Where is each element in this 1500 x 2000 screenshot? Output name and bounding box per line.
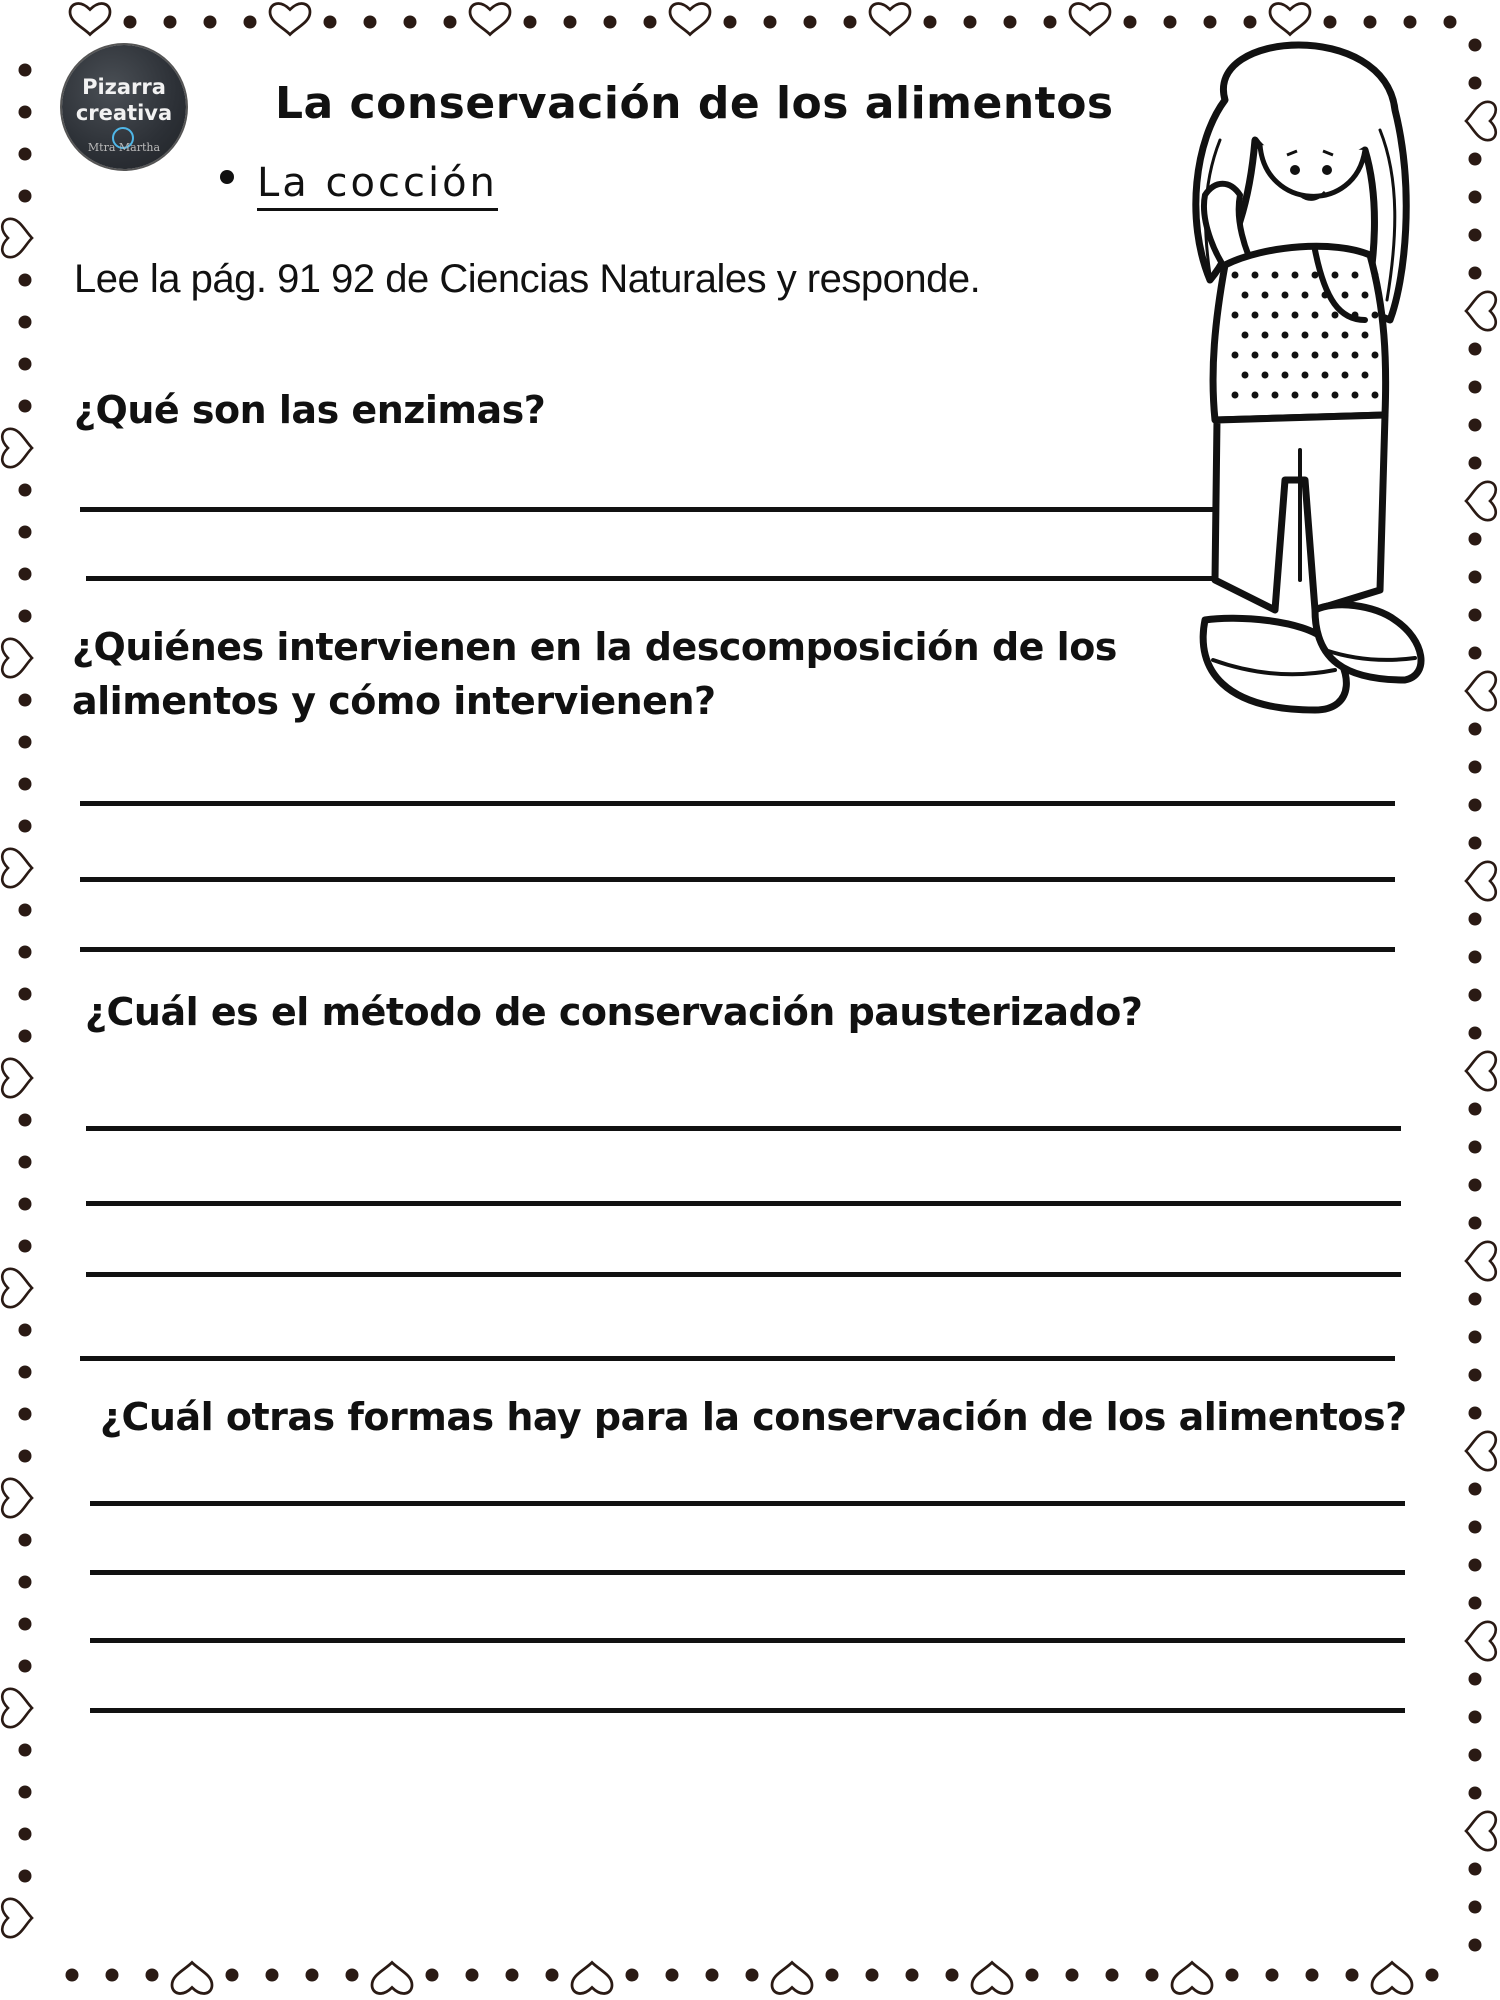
- heart-icon: [572, 1963, 612, 1994]
- border-dot: [1469, 1559, 1482, 1572]
- heart-icon: [1466, 1052, 1496, 1090]
- border-dot: [1469, 989, 1482, 1002]
- border-dot: [1469, 761, 1482, 774]
- sweater-dot: [1262, 332, 1269, 339]
- border-dot: [666, 1969, 679, 1982]
- heart-icon: [1466, 862, 1496, 900]
- border-dot: [204, 16, 217, 29]
- sweater-dot: [1262, 372, 1269, 379]
- border-dot: [266, 1969, 279, 1982]
- logo-text-line-1: Pizarra: [82, 75, 166, 99]
- border-dot: [1469, 153, 1482, 166]
- border-dot: [1469, 1939, 1482, 1952]
- sweater-dot: [1272, 312, 1279, 319]
- border-dot: [164, 16, 177, 29]
- sweater-dot: [1342, 292, 1349, 299]
- border-dot: [19, 988, 32, 1001]
- border-dot: [404, 16, 417, 29]
- border-dot: [66, 1969, 79, 1982]
- sweater-dot: [1252, 312, 1259, 319]
- border-dot: [19, 1828, 32, 1841]
- pizarra-creativa-logo: [62, 45, 186, 169]
- answer-line[interactable]: [80, 877, 1395, 882]
- heart-icon: [1070, 4, 1110, 35]
- sweater-dot: [1362, 332, 1369, 339]
- border-dot: [1469, 229, 1482, 242]
- border-dot: [1226, 1969, 1239, 1982]
- border-dot: [306, 1969, 319, 1982]
- border-dot: [1469, 1673, 1482, 1686]
- sweater-dot: [1332, 392, 1339, 399]
- border-dot: [19, 904, 32, 917]
- answer-line[interactable]: [86, 1272, 1401, 1277]
- border-dot: [1469, 1521, 1482, 1534]
- border-dot: [1469, 837, 1482, 850]
- sweater-dot: [1312, 392, 1319, 399]
- sweater-dot: [1252, 272, 1259, 279]
- border-dot: [1469, 533, 1482, 546]
- sweater-dot: [1372, 312, 1379, 319]
- sweater-dot: [1312, 352, 1319, 359]
- border-dot: [1469, 723, 1482, 736]
- heart-icon: [70, 4, 110, 35]
- border-dot: [1306, 1969, 1319, 1982]
- question-3: ¿Cuál es el método de conservación pausterizado?: [85, 990, 1143, 1034]
- border-dot: [1469, 1179, 1482, 1192]
- border-dot: [1469, 1483, 1482, 1496]
- border-dot: [1469, 1293, 1482, 1306]
- border-dot: [1469, 457, 1482, 470]
- answer-line[interactable]: [80, 947, 1395, 952]
- sweater-dot: [1292, 392, 1299, 399]
- answer-line[interactable]: [90, 1708, 1405, 1713]
- heart-icon: [1372, 1963, 1412, 1994]
- heart-icon: [2, 1479, 32, 1517]
- heart-icon: [2, 849, 32, 887]
- border-dot: [19, 1408, 32, 1421]
- border-dot: [1469, 1141, 1482, 1154]
- border-dot: [604, 16, 617, 29]
- border-dot: [426, 1969, 439, 1982]
- bullet-icon: [220, 170, 234, 184]
- page-title: La conservación de los alimentos: [275, 78, 1114, 129]
- heart-icon: [2, 429, 32, 467]
- heart-icon: [2, 1269, 32, 1307]
- answer-line[interactable]: [80, 507, 1230, 512]
- border-dot: [19, 1240, 32, 1253]
- border-dot: [244, 16, 257, 29]
- sweater-dot: [1242, 292, 1249, 299]
- heart-icon: [2, 1899, 32, 1937]
- border-dot: [1469, 647, 1482, 660]
- border-dot: [1469, 1597, 1482, 1610]
- border-dot: [1469, 1027, 1482, 1040]
- sweater-dot: [1292, 272, 1299, 279]
- heart-icon: [2, 219, 32, 257]
- border-dot: [1469, 1331, 1482, 1344]
- border-dot: [1469, 1901, 1482, 1914]
- border-dot: [19, 1156, 32, 1169]
- sweater-dot: [1352, 312, 1359, 319]
- answer-line[interactable]: [90, 1570, 1405, 1575]
- sweater-dot: [1352, 352, 1359, 359]
- border-dot: [1004, 16, 1017, 29]
- border-dot: [364, 16, 377, 29]
- heart-icon: [470, 4, 510, 35]
- sweater-dot: [1332, 352, 1339, 359]
- border-dot: [19, 1870, 32, 1883]
- border-dot: [1469, 381, 1482, 394]
- border-dot: [19, 820, 32, 833]
- border-dot: [764, 16, 777, 29]
- border-dot: [1066, 1969, 1079, 1982]
- border-dot: [1469, 343, 1482, 356]
- border-dot: [1469, 1369, 1482, 1382]
- girl-illustration: [1165, 20, 1440, 725]
- border-dot: [19, 568, 32, 581]
- answer-line[interactable]: [86, 576, 1226, 581]
- sweater-dot: [1332, 272, 1339, 279]
- border-dot: [1469, 1217, 1482, 1230]
- border-dot: [524, 16, 537, 29]
- border-dot: [146, 1969, 159, 1982]
- border-dot: [466, 1969, 479, 1982]
- border-dot: [1469, 1863, 1482, 1876]
- sweater-dot: [1302, 292, 1309, 299]
- question-1: ¿Qué son las enzimas?: [74, 388, 546, 432]
- heart-icon: [1466, 1812, 1496, 1850]
- heart-icon: [1466, 102, 1496, 140]
- border-dot: [19, 64, 32, 77]
- subtitle: La cocción: [257, 160, 498, 211]
- border-dot: [1469, 1407, 1482, 1420]
- sweater-dot: [1322, 372, 1329, 379]
- border-dot: [1469, 191, 1482, 204]
- border-dot: [19, 1618, 32, 1631]
- instruction-text: Lee la pág. 91 92 de Ciencias Naturales y responde.: [74, 257, 981, 301]
- sweater-dot: [1232, 272, 1239, 279]
- border-dot: [506, 1969, 519, 1982]
- sweater-dot: [1312, 312, 1319, 319]
- sweater-dot: [1242, 372, 1249, 379]
- border-dot: [626, 1969, 639, 1982]
- border-dot: [1469, 571, 1482, 584]
- border-dot: [19, 1576, 32, 1589]
- border-dot: [19, 316, 32, 329]
- border-dot: [1469, 39, 1482, 52]
- sweater-dot: [1272, 272, 1279, 279]
- border-dot: [19, 1786, 32, 1799]
- sweater-dot: [1302, 372, 1309, 379]
- border-dot: [804, 16, 817, 29]
- border-dot: [226, 1969, 239, 1982]
- border-dot: [1469, 609, 1482, 622]
- border-dot: [1266, 1969, 1279, 1982]
- sweater-dot: [1312, 272, 1319, 279]
- heart-icon: [1466, 672, 1496, 710]
- border-dot: [106, 1969, 119, 1982]
- border-dot: [1044, 16, 1057, 29]
- question-2: ¿Quiénes intervienen en la descomposición de los alimentos y cómo intervienen?: [72, 625, 1117, 723]
- border-dot: [19, 946, 32, 959]
- border-dot: [346, 1969, 359, 1982]
- border-dot: [19, 190, 32, 203]
- border-dot: [124, 16, 137, 29]
- border-dot: [1426, 1969, 1439, 1982]
- sweater-dot: [1372, 392, 1379, 399]
- border-dot: [1469, 1787, 1482, 1800]
- heart-icon: [1466, 1242, 1496, 1280]
- border-dot: [866, 1969, 879, 1982]
- sweater-dot: [1282, 292, 1289, 299]
- sweater-dot: [1232, 312, 1239, 319]
- answer-line[interactable]: [90, 1638, 1405, 1643]
- sweater-dot: [1232, 352, 1239, 359]
- border-dot: [19, 1198, 32, 1211]
- border-dot: [324, 16, 337, 29]
- sweater-dot: [1242, 332, 1249, 339]
- heart-icon: [2, 639, 32, 677]
- border-dot: [19, 1660, 32, 1673]
- heart-icon: [870, 4, 910, 35]
- sweater-dot: [1252, 352, 1259, 359]
- border-dot: [19, 1366, 32, 1379]
- border-dot: [19, 610, 32, 623]
- heart-icon: [372, 1963, 412, 1994]
- border-dot: [1444, 16, 1457, 29]
- heart-icon: [2, 1059, 32, 1097]
- border-dot: [964, 16, 977, 29]
- border-dot: [19, 1534, 32, 1547]
- answer-line[interactable]: [86, 1126, 1401, 1131]
- border-dot: [19, 526, 32, 539]
- border-dot: [19, 400, 32, 413]
- sweater-dot: [1252, 392, 1259, 399]
- border-dot: [19, 1450, 32, 1463]
- border-dot: [1106, 1969, 1119, 1982]
- border-dot: [19, 274, 32, 287]
- sweater-dot: [1372, 272, 1379, 279]
- logo-text-line-2: creativa: [75, 101, 173, 125]
- border-dot: [1146, 1969, 1159, 1982]
- heart-icon: [270, 4, 310, 35]
- sweater-dot: [1232, 392, 1239, 399]
- border-dot: [826, 1969, 839, 1982]
- sweater-dot: [1362, 372, 1369, 379]
- answer-line[interactable]: [80, 801, 1395, 806]
- sweater-dot: [1322, 332, 1329, 339]
- sweater-dot: [1342, 332, 1349, 339]
- sweater-dot: [1302, 332, 1309, 339]
- border-dot: [906, 1969, 919, 1982]
- border-dot: [444, 16, 457, 29]
- logo-text-line-3: Mtra Martha: [87, 141, 161, 154]
- border-dot: [1469, 913, 1482, 926]
- border-dot: [19, 778, 32, 791]
- border-dot: [19, 694, 32, 707]
- border-dot: [1469, 419, 1482, 432]
- border-dot: [19, 484, 32, 497]
- border-dot: [1469, 1711, 1482, 1724]
- border-dot: [1469, 267, 1482, 280]
- heart-icon: [1172, 1963, 1212, 1994]
- answer-line[interactable]: [86, 1201, 1401, 1206]
- heart-icon: [172, 1963, 212, 1994]
- border-dot: [19, 148, 32, 161]
- border-dot: [1026, 1969, 1039, 1982]
- sweater-dot: [1292, 312, 1299, 319]
- border-dot: [19, 106, 32, 119]
- border-dot: [19, 736, 32, 749]
- border-dot: [1469, 799, 1482, 812]
- heart-icon: [1466, 1622, 1496, 1660]
- heart-icon: [1466, 292, 1496, 330]
- sweater-dot: [1282, 332, 1289, 339]
- border-dot: [724, 16, 737, 29]
- sweater-dot: [1282, 372, 1289, 379]
- heart-icon: [2, 1689, 32, 1727]
- question-4: ¿Cuál otras formas hay para la conservación de los alimentos?: [100, 1395, 1407, 1439]
- border-dot: [1124, 16, 1137, 29]
- border-dot: [924, 16, 937, 29]
- border-dot: [1469, 1749, 1482, 1762]
- border-dot: [546, 1969, 559, 1982]
- sweater-dot: [1372, 352, 1379, 359]
- border-dot: [19, 1114, 32, 1127]
- heart-icon: [972, 1963, 1012, 1994]
- sweater-dot: [1342, 372, 1349, 379]
- border-dot: [1469, 1103, 1482, 1116]
- border-dot: [746, 1969, 759, 1982]
- answer-line[interactable]: [90, 1501, 1405, 1506]
- sweater-dot: [1332, 312, 1339, 319]
- sweater-dot: [1272, 392, 1279, 399]
- heart-icon: [670, 4, 710, 35]
- sweater-dot: [1362, 292, 1369, 299]
- border-dot: [19, 1324, 32, 1337]
- heart-icon: [772, 1963, 812, 1994]
- sweater-dot: [1352, 392, 1359, 399]
- sweater-dot: [1272, 352, 1279, 359]
- sweater-dot: [1262, 292, 1269, 299]
- sweater-dot: [1292, 352, 1299, 359]
- border-dot: [1469, 951, 1482, 964]
- heart-icon: [1466, 1432, 1496, 1470]
- border-dot: [844, 16, 857, 29]
- answer-line[interactable]: [80, 1356, 1395, 1361]
- sweater-dot: [1352, 272, 1359, 279]
- sweater-dot: [1322, 292, 1329, 299]
- border-dot: [706, 1969, 719, 1982]
- border-dot: [19, 358, 32, 371]
- border-dot: [644, 16, 657, 29]
- border-dot: [564, 16, 577, 29]
- border-dot: [946, 1969, 959, 1982]
- border-dot: [19, 1030, 32, 1043]
- border-dot: [1469, 77, 1482, 90]
- border-dot: [19, 1744, 32, 1757]
- heart-icon: [1466, 482, 1496, 520]
- border-dot: [1346, 1969, 1359, 1982]
